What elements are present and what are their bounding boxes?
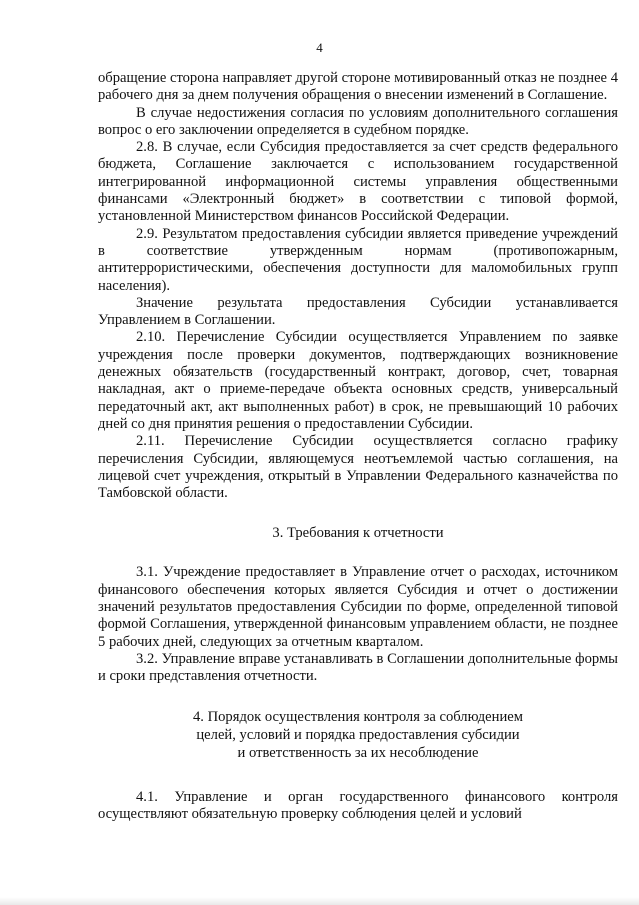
paragraph: Значение результата предоставления Субсидии устанавливается Управлением в Соглашении. — [98, 294, 618, 329]
spacer — [98, 542, 618, 564]
paragraph-2-8: 2.8. В случае, если Субсидия предоставляется за счет средств федерального бюджета, Соглашение заключается с использованием государственной интегрированной информационной системы управления общественными финансами «Электронный бюджет» в соответствии с типовой формой, установленной Министерством финансов Российской Федерации. — [98, 139, 618, 225]
paragraph-4-1: 4.1. Управление и орган государственного финансового контроля осуществляют обязательную проверку соблюдения целей и условий — [98, 788, 618, 822]
spacer — [98, 502, 618, 524]
section-4-heading-line-2: целей, условий и порядка предоставления субсидии — [196, 726, 520, 743]
spacer — [98, 686, 618, 708]
paragraph-2-9: 2.9. Результатом предоставления субсидии является приведение учреждений в соответствие утвержденным нормам (противопожарным, антитеррористическими, обеспечения доступности для маломобильных групп населения). — [98, 225, 618, 294]
paragraph-2-11: 2.11. Перечисление Субсидии осуществляется согласно графику перечисления Субсидии, являющемуся неотъемлемой частью соглашения, на лицевой счет учреждения, открытый в Управлении Федерального казначейства по Тамбовской области. — [98, 433, 618, 502]
spacer — [98, 762, 618, 789]
page-number: 4 — [316, 40, 323, 55]
paragraph: В случае недостижения согласия по условиям дополнительного соглашения вопрос о его заключении определяется в судебном порядке. — [98, 104, 618, 138]
paragraph-3-2: 3.2. Управление вправе устанавливать в Соглашении дополнительные формы и сроки представления отчетности. — [98, 650, 618, 685]
section-3-heading: 3. Требования к отчетности — [272, 525, 444, 542]
paragraph-2-10: 2.10. Перечисление Субсидии осуществляется Управлением по заявке учреждения после проверки документов, подтверждающих возникновение денежных обязательств (государственный контракт, договор, счет, товарная накладная, акт о приеме-передаче объекта основных средств, универсальный передаточный акт, акт выполненных работ) в срок, не превышающий 10 рабочих дней со дня принятия решения о предоставлении Субсидии. — [98, 329, 618, 432]
paragraph: обращение сторона направляет другой стороне мотивированный отказ не позднее 4 рабочего дня за днем получения обращения о внесении изменений в Соглашение. — [98, 70, 618, 104]
section-4-heading-line-1: 4. Порядок осуществления контроля за соблюдением — [193, 708, 523, 725]
document-body — [98, 70, 618, 823]
scan-bottom-edge — [0, 897, 639, 905]
section-4-heading-line-3: и ответственность за их несоблюдение — [237, 744, 479, 761]
paragraph-3-1: 3.1. Учреждение предоставляет в Управление отчет о расходах, источником финансового обеспечения которых является Субсидия и отчет о достижении значений результатов предоставления Субсидии по форме, определенной типовой формой Соглашения, утвержденной финансовым управлением области, не позднее 5 рабочих дней, следующих за отчетным кварталом. — [98, 564, 618, 650]
